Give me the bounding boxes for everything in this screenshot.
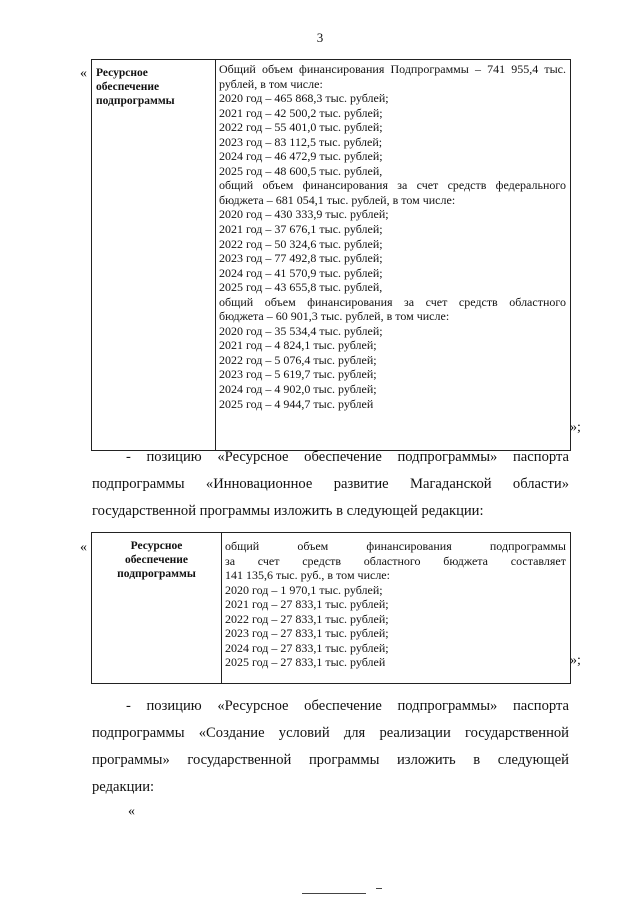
table1-line: 2025 год – 48 600,5 тыс. рублей, <box>219 163 383 178</box>
table1-line: 2021 год – 42 500,2 тыс. рублей; <box>219 105 383 120</box>
table2-line: 2020 год – 1 970,1 тыс. рублей; <box>225 582 383 597</box>
table2-content <box>222 533 570 683</box>
table2-line: 2025 год – 27 833,1 тыс. рублей <box>225 655 386 670</box>
table1-line: 2024 год – 4 902,0 тыс. рублей; <box>219 382 377 397</box>
table1-line: 2021 год – 37 676,1 тыс. рублей; <box>219 222 383 237</box>
table1-line: 2023 год – 5 619,7 тыс. рублей; <box>219 367 377 382</box>
table2-line: 141 135,6 тыс. руб., в том числе: <box>225 568 390 583</box>
table1-line: 2020 год – 430 333,9 тыс. рублей; <box>219 207 389 222</box>
table1-line: общий объем финансирования за счет средств областного <box>219 294 566 309</box>
footer-divider <box>302 893 366 894</box>
table1-label-line: подпрограммы <box>96 95 175 107</box>
table2-line: общий объем финансирования подпрограммы <box>225 539 566 553</box>
table2-label-line: обеспечение <box>124 554 189 566</box>
table2 <box>91 532 571 684</box>
table2-label-line: подпрограммы <box>117 568 196 580</box>
table2-close-quote: »; <box>570 653 581 668</box>
table1-line: 2025 год – 4 944,7 тыс. рублей <box>219 396 374 411</box>
table1-line: 2024 год – 46 472,9 тыс. рублей; <box>219 149 383 164</box>
table1-open-quote: « <box>80 66 87 81</box>
table2-open-quote: « <box>80 540 87 555</box>
paragraph-2-line: программы» государственной программы изложить в следующей <box>92 752 569 768</box>
table1-line: 2022 год – 5 076,4 тыс. рублей; <box>219 352 377 367</box>
paragraph-2-line: редакции: <box>92 779 155 795</box>
table1-line: 2022 год – 55 401,0 тыс. рублей; <box>219 120 383 135</box>
table1-line: 2023 год – 77 492,8 тыс. рублей; <box>219 251 383 266</box>
table1-line: 2021 год – 4 824,1 тыс. рублей; <box>219 338 377 353</box>
table2-line: 2024 год – 27 833,1 тыс. рублей; <box>225 640 389 655</box>
table1-line: бюджета – 681 054,1 тыс. рублей, в том числе: <box>219 192 456 207</box>
table1-line: общий объем финансирования за счет средств федерального <box>219 178 566 193</box>
table1-line: 2023 год – 83 112,5 тыс. рублей; <box>219 134 383 149</box>
table1-line: 2024 год – 41 570,9 тыс. рублей; <box>219 265 383 280</box>
page-number: 3 <box>316 30 324 45</box>
paragraph-1-line: государственной программы изложить в следующей редакции: <box>92 503 484 519</box>
footer-mark <box>376 888 382 895</box>
table2-label-line: Ресурсное <box>130 540 183 552</box>
table1-line: рублей, в том числе: <box>219 76 323 91</box>
table1-line: бюджета – 60 901,3 тыс. рублей, в том числе: <box>219 309 450 324</box>
paragraph-1-line: - позицию «Ресурсное обеспечение подпрограммы» паспорта <box>126 449 569 465</box>
table1 <box>91 59 571 451</box>
table2-line: за счет средств областного бюджета составляет <box>225 553 566 568</box>
table1-content <box>216 60 570 450</box>
table1-label-line: Ресурсное <box>96 67 148 79</box>
paragraph-1-line: подпрограммы «Инновационное развитие Магаданской области» <box>92 476 569 492</box>
table1-label <box>92 60 216 450</box>
table2-label <box>92 533 222 683</box>
table1-line: Общий объем финансирования Подпрограммы – 741 955,4 тыс. <box>219 62 566 76</box>
paragraph-2-line: подпрограммы «Создание условий для реализации государственной <box>92 725 569 741</box>
table1-line: 2022 год – 50 324,6 тыс. рублей; <box>219 236 383 251</box>
table1-line: 2020 год – 35 534,4 тыс. рублей; <box>219 323 383 338</box>
table2-line: 2021 год – 27 833,1 тыс. рублей; <box>225 597 389 612</box>
table2-line: 2022 год – 27 833,1 тыс. рублей; <box>225 611 389 626</box>
paragraph-2-line: - позицию «Ресурсное обеспечение подпрограммы» паспорта <box>126 698 569 714</box>
paragraph-2 <box>92 693 569 801</box>
table1-close-quote: »; <box>570 420 581 435</box>
table2-line: 2023 год – 27 833,1 тыс. рублей; <box>225 626 389 641</box>
table1-line: 2020 год – 465 868,3 тыс. рублей; <box>219 91 389 106</box>
table1-line: 2025 год – 43 655,8 тыс. рублей, <box>219 280 383 295</box>
paragraph-1 <box>92 444 569 525</box>
trailing-open-quote: « <box>128 804 135 819</box>
table1-label-line: обеспечение <box>96 81 160 93</box>
